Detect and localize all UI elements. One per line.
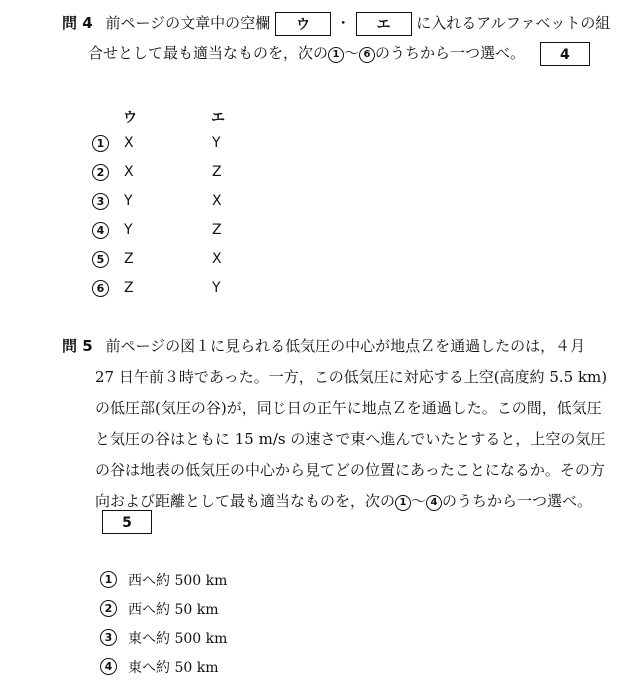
range-end-circle: 6 xyxy=(359,47,375,63)
q5-number: 問 5 xyxy=(62,337,93,355)
q5-text-last-a: 向および距離として最も適当なものを，次の xyxy=(95,492,396,510)
range-tilde: ～ xyxy=(344,44,360,62)
q4-line2 xyxy=(88,42,590,66)
option-text: 西へ約 50 km xyxy=(128,602,219,618)
q5-text-line: と気圧の谷はともに 15 m/s の速さで東へ進んでいたとすると，上空の気圧 xyxy=(95,430,606,448)
option-number-circle: 2 xyxy=(92,164,109,181)
option-u-value: X xyxy=(124,135,134,151)
option-number-circle: 1 xyxy=(100,571,117,588)
option-number-circle: 4 xyxy=(92,222,109,239)
option-e-value: Z xyxy=(212,222,222,238)
q5-text-line: 27 日午前３時であった。一方，この低気圧に対応する上空(高度約 5.5 km) xyxy=(95,368,608,386)
q4-text-2a: 合せとして最も適当なものを，次の xyxy=(88,44,329,62)
q5-line1 xyxy=(62,335,585,356)
option-number-circle: 5 xyxy=(92,251,109,268)
option-number-circle: 1 xyxy=(92,135,109,152)
col-header-u: ウ xyxy=(123,110,137,126)
option-u-value: Y xyxy=(124,193,133,209)
option-u-value: Z xyxy=(124,280,134,296)
option-text: 西へ約 500 km xyxy=(128,573,228,589)
col-header-e: エ xyxy=(211,110,225,126)
option-u-value: Y xyxy=(124,222,133,238)
option-e-value: Y xyxy=(212,135,221,151)
q5-last-line xyxy=(95,490,592,511)
q5-text-line: の低圧部(気圧の谷)が，同じ日の正午に地点Ｚを通過した。この間，低気圧 xyxy=(95,399,602,417)
option-number-circle: 4 xyxy=(100,658,117,675)
option-e-value: X xyxy=(212,193,222,209)
answer-box-4: 4 xyxy=(540,42,590,66)
blank-box-e: エ xyxy=(356,12,412,36)
option-text: 東へ約 500 km xyxy=(128,631,228,647)
q4-text-1a: 前ページの文章中の空欄 xyxy=(105,14,271,32)
answer-box-5: 5 xyxy=(102,510,152,534)
q4-number: 問 4 xyxy=(62,14,93,32)
range-start-circle: 1 xyxy=(395,495,411,511)
option-e-value: Z xyxy=(212,164,222,180)
option-text: 東へ約 50 km xyxy=(128,660,219,676)
range-start-circle: 1 xyxy=(328,47,344,63)
q4-text-2b: のうちから一つ選べ。 xyxy=(375,44,526,62)
option-e-value: Y xyxy=(212,280,221,296)
q4-line1 xyxy=(62,12,610,36)
option-u-value: Z xyxy=(124,251,134,267)
q5-text-last-b: のうちから一つ選べ。 xyxy=(442,492,593,510)
q4-text-1b: に入れるアルファベットの組 xyxy=(416,14,611,32)
option-number-circle: 2 xyxy=(100,600,117,617)
q4-dot: ・ xyxy=(335,14,351,32)
option-e-value: X xyxy=(212,251,222,267)
q5-text-line: 前ページの図１に見られる低気圧の中心が地点Ｚを通過したのは，４月 xyxy=(105,337,586,355)
range-tilde: ～ xyxy=(411,492,427,510)
option-u-value: X xyxy=(124,164,134,180)
option-number-circle: 3 xyxy=(100,629,117,646)
option-number-circle: 3 xyxy=(92,193,109,210)
blank-box-u: ウ xyxy=(275,12,331,36)
answer-box-5-wrap xyxy=(102,510,152,534)
range-end-circle: 4 xyxy=(426,495,442,511)
q5-text-line: の谷は地表の低気圧の中心から見てどの位置にあったことになるか。その方 xyxy=(95,461,605,479)
option-number-circle: 6 xyxy=(92,280,109,297)
